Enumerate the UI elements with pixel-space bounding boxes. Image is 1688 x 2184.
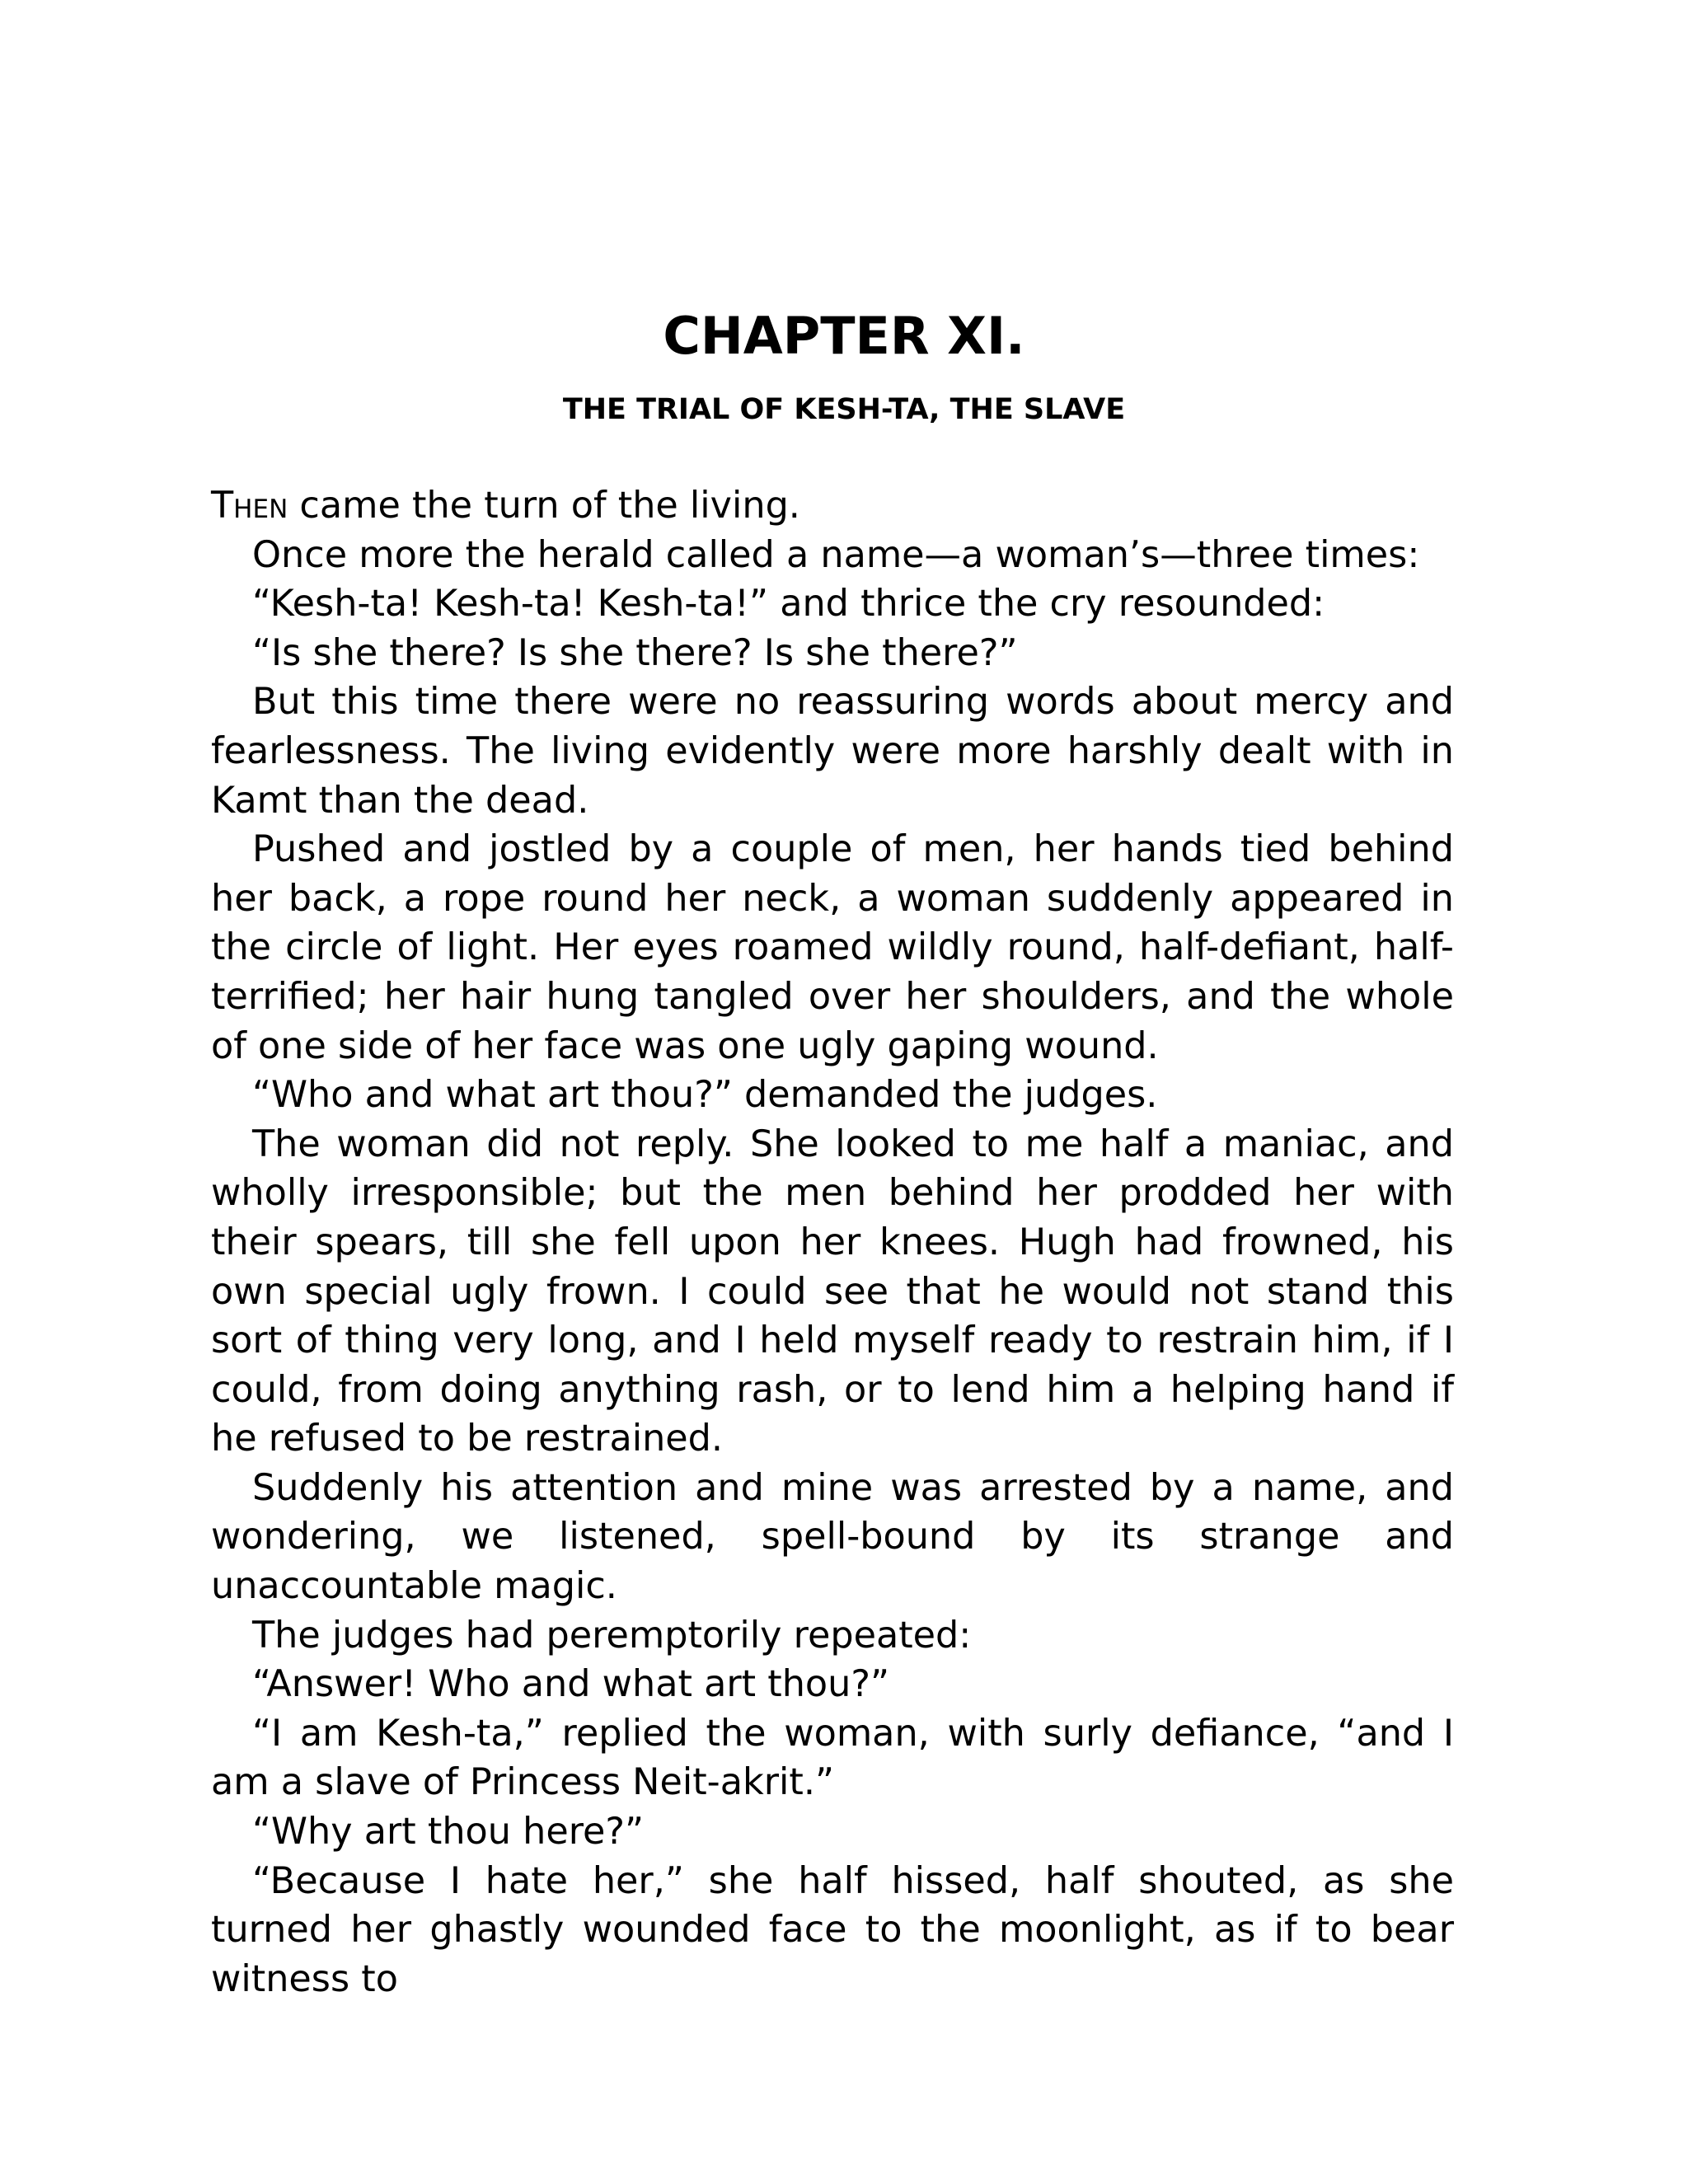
paragraph-7: “Who and what art thou?” demanded the judges. [252,1074,1158,1117]
paragraph-text: came the turn of the living. [288,485,800,527]
paragraph-lead-word: Then [211,485,288,527]
paragraph-11: “Answer! Who and what art thou?” [252,1663,890,1706]
paragraph-10: The judges had peremptorily repeated: [252,1614,972,1657]
paragraph-14: “Because I hate her,” she half hissed, half shouted, as she turned her ghastly wounded face to the moonlight, as if to bear witness to [211,1859,1454,2000]
paragraph-3: “Kesh-ta! Kesh-ta! Kesh-ta!” and thrice the cry resounded: [252,583,1325,626]
paragraph-2: Once more the herald called a name—a woman’s—three times: [252,533,1420,576]
paragraph-12: “I am Kesh-ta,” replied the woman, with surly defiance, “and I am a slave of Princess Neit-akrit.” [211,1712,1454,1804]
chapter-subtitle: THE TRIAL OF KESH-TA, THE SLAVE [562,393,1126,426]
paragraph-5: But this time there were no reassuring words about mercy and fearlessness. The living evidently were more harshly dealt with in Kamt than the dead. [211,681,1454,822]
paragraph-4: “Is she there? Is she there? Is she there?” [252,631,1018,674]
chapter-body [211,481,1454,2004]
paragraph-8: The woman did not reply. She looked to me half a maniac, and wholly irresponsible; but the men behind her prodded her with their spears, till she fell upon her knees. Hugh had frowned, his own special ugly frown. I could see that he would not stand this sort of thing very long, and I held myself ready to restrain him, if I could, from doing anything rash, or to lend him a helping hand if he refused to be restrained. [211,1122,1454,1460]
paragraph-6: Pushed and jostled by a couple of men, her hands tied behind her back, a rope round her neck, a woman suddenly appeared in the circle of light. Her eyes roamed wildly round, half-defiant, half-terrified; her hair hung tangled over her shoulders, and the whole of one side of her face was one ugly gaping wound. [211,828,1454,1067]
paragraph-9: Suddenly his attention and mine was arrested by a name, and wondering, we listened, spell-bound by its strange and unaccountable magic. [211,1466,1454,1608]
paragraph-13: “Why art thou here?” [252,1811,645,1854]
chapter-title: CHAPTER XI. [663,306,1025,366]
paragraph-1 [211,481,1454,531]
